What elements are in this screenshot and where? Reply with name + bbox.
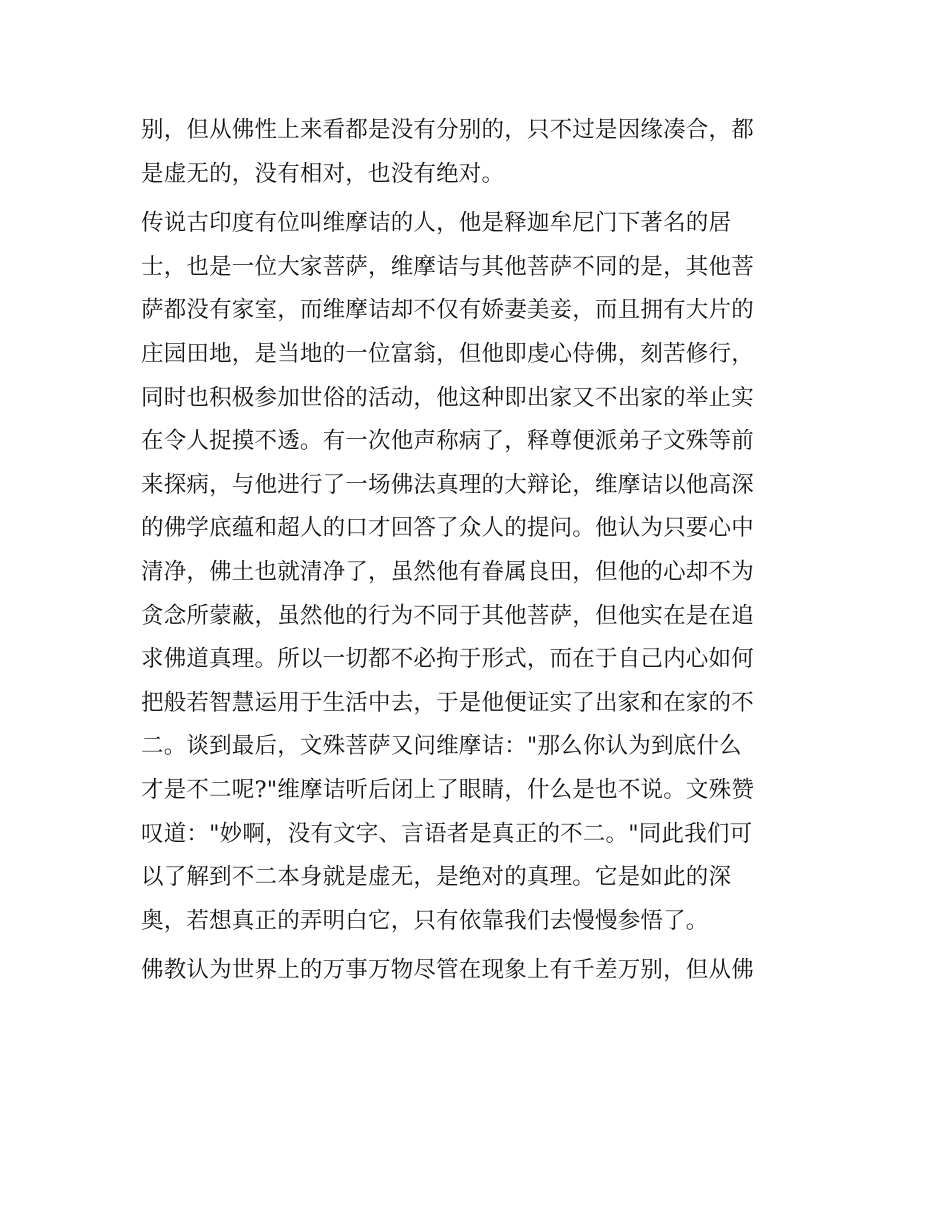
text-line: 在令人捉摸不透。有一次他声称病了，释尊便派弟子文殊等前 [141,428,754,455]
text-line: 求佛道真理。所以一切都不必拘于形式，而在于自己内心如何 [141,646,754,673]
paragraph-start-line: 传说古印度有位叫维摩诘的人，他是释迦牟尼门下著名的居 [141,210,732,237]
text-line: 才是不二呢?"维摩诘听后闭上了眼睛，什么是也不说。文殊赞 [141,776,755,803]
text-line: 贪念所蒙蔽，虽然他的行为不同于其他菩萨，但他实在是在追 [141,602,754,629]
paragraph-start-line: 佛教认为世界上的万事万物尽管在现象上有千差万别，但从佛 [141,957,754,984]
text-line: 清净，佛土也就清净了，虽然他有眷属良田，但他的心却不为 [141,558,754,585]
text-line: 以了解到不二本身就是虚无，是绝对的真理。它是如此的深 [141,864,732,891]
text-line: 的佛学底蕴和超人的口才回答了众人的提问。他认为只要心中 [141,515,754,542]
body-text [141,109,813,993]
text-line: 奥，若想真正的弄明白它，只有依靠我们去慢慢参悟了。 [141,907,709,934]
text-line: 二。谈到最后，文殊菩萨又问维摩诘："那么你认为到底什么 [141,733,742,760]
text-line: 别，但从佛性上来看都是没有分别的，只不过是因缘凑合，都 [141,117,754,143]
text-line: 是虚无的，没有相对，也没有绝对。 [141,160,505,187]
text-line: 庄园田地，是当地的一位富翁，但他即虔心侍佛，刻苦修行， [141,340,754,367]
text-line: 同时也积极参加世俗的活动，他这种即出家又不出家的举止实 [141,384,754,411]
text-line: 把般若智慧运用于生活中去，于是他便证实了出家和在家的不 [141,689,754,716]
text-line: 来探病，与他进行了一场佛法真理的大辩论，维摩诘以他高深 [141,471,754,498]
text-line: 士，也是一位大家菩萨，维摩诘与其他菩萨不同的是，其他菩 [141,253,754,280]
text-line: 萨都没有家室，而维摩诘却不仅有娇妻美妾，而且拥有大片的 [141,297,754,324]
text-line: 叹道："妙啊，没有文字、言语者是真正的不二。"同此我们可 [141,820,753,847]
